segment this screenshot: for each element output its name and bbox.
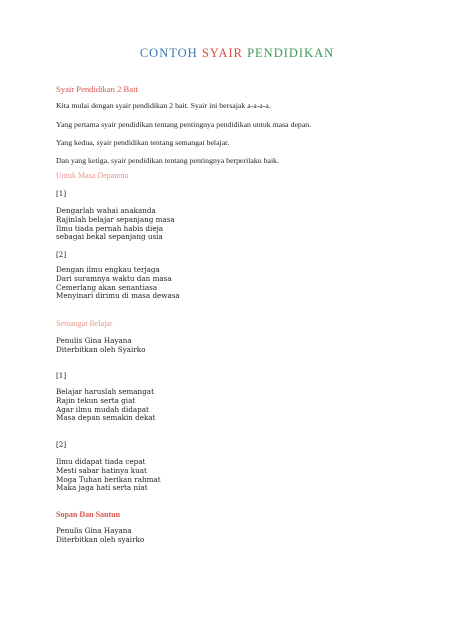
verse-line: Cemerlang akan senantiasa bbox=[56, 282, 158, 292]
verse-line: sebagai bekal sepanjang usia bbox=[56, 232, 163, 242]
verse-line: Agar ilmu mudah didapat bbox=[56, 404, 149, 414]
poem2-author bbox=[56, 337, 145, 355]
publisher-line: Diterbitkan oleh Syairko bbox=[56, 344, 146, 354]
verse-line: Ilmu tiada pernah habis dieja bbox=[56, 223, 164, 233]
intro-paragraph-1: Kita mulai dengan syair pendidikan 2 bait. Syair ini bersajak a-a-a-a. bbox=[56, 101, 271, 110]
verse-line: Rajin tekun serta giat bbox=[56, 395, 136, 405]
verse-line: Dengarlah wahai anakanda bbox=[56, 206, 156, 215]
poem2-stanza1 bbox=[56, 388, 156, 423]
publisher-line: Diterbitkan oleh syairko bbox=[56, 534, 145, 544]
section-heading-main: Syair Pendidikan 2 Bait bbox=[56, 84, 138, 94]
verse-line: Belajar haruslah semangat bbox=[56, 387, 154, 396]
poem1-stanza2-label: [2] bbox=[56, 250, 67, 259]
intro-paragraph-4: Dan yang ketiga, syair pendidikan tentang pentingnya berperilaku baik. bbox=[56, 156, 280, 165]
poem1-heading: Untuk Masa Depanmu bbox=[56, 171, 129, 180]
verse-line: Masa depan semakin dekat bbox=[56, 413, 156, 423]
author-line: Penulis Gina Hayana bbox=[56, 526, 132, 535]
poem3-heading: Sopan Dan Santun bbox=[56, 510, 121, 519]
poem1-stanza2 bbox=[56, 266, 180, 301]
poem1-stanza1-label: [1] bbox=[56, 189, 67, 198]
verse-line: Maka jaga hati serta niat bbox=[56, 483, 148, 493]
page-title bbox=[0, 46, 474, 61]
title-part-contoh: CONTOH bbox=[139, 46, 198, 60]
verse-line: Mesti sabar hatinya kuat bbox=[56, 465, 147, 475]
verse-line: Moga Tuhan berikan rahmat bbox=[56, 474, 161, 484]
verse-line: Rajinlah belajar sepanjang masa bbox=[56, 214, 175, 224]
poem1-stanza1 bbox=[56, 207, 175, 242]
poem2-stanza2 bbox=[56, 458, 161, 493]
author-line: Penulis Gina Hayana bbox=[56, 336, 132, 345]
verse-line: Menyinari dirimu di masa dewasa bbox=[56, 291, 180, 301]
verse-line: Ilmu didapat tiada cepat bbox=[56, 457, 146, 466]
verse-line: Dari suramnya waktu dan masa bbox=[56, 273, 172, 283]
poem2-stanza1-label: [1] bbox=[56, 371, 67, 380]
poem2-stanza2-label: [2] bbox=[56, 440, 67, 449]
intro-paragraph-3: Yang kedua, syair pendidikan tentang semangat belajar. bbox=[56, 138, 230, 147]
intro-paragraph-2: Yang pertama syair pendidikan tentang pentingnya pendidikan untuk masa depan. bbox=[56, 120, 312, 129]
verse-line: Dengan ilmu engkau terjaga bbox=[56, 265, 160, 274]
title-part-syair: SYAIR bbox=[201, 46, 243, 60]
poem3-author bbox=[56, 527, 144, 545]
title-part-pendidikan: PENDIDIKAN bbox=[247, 46, 335, 60]
poem2-heading: Semangat Belajar bbox=[56, 319, 113, 328]
